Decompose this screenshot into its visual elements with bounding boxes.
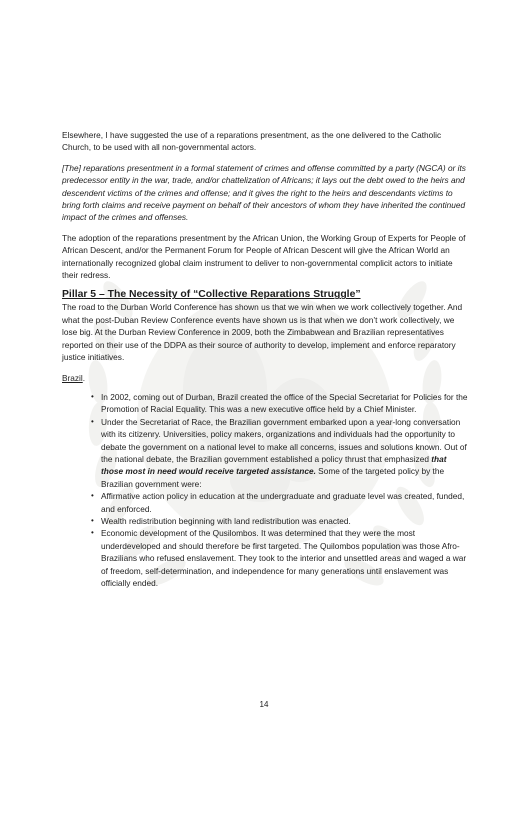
brazil-bullet-list: [62, 391, 468, 590]
adoption-paragraph: The adoption of the reparations presentment by the African Union, the Working Group of Experts for People of African Descent, and/or the Permanent Forum for People of African Descent will give the African World an internationally recognized global claim instrument to deliver to non-governmental complicit actors to initiate their redress.: [62, 232, 466, 281]
brazil-label: Brazil: [62, 372, 83, 383]
page-number: 14: [259, 700, 269, 709]
durban-paragraph: The road to the Durban World Conference has shown us that we win when we work collectively together. And what the post-Duban Review Conference events have shown us is that when we don’t work collectively, we lose big. At the Durban Review Conference in 2009, both the Zimbabwean and Brazilian representatives reported on their use of the DDPA as their source of authority to develop, implement and enforce reparatory justice initiatives.: [62, 302, 463, 363]
list-item: [101, 515, 468, 527]
document-page: [62, 129, 468, 589]
list-item: [101, 416, 468, 490]
bullet-text: Wealth redistribution beginning with land redistribution was enacted.: [101, 515, 351, 526]
brazil-label-line: [62, 372, 468, 384]
bullet-text: Affirmative action policy in education at the undergraduate and graduate level was created, funded, and enforced.: [101, 491, 465, 514]
bullet-text: Economic development of the Qusilombos. It was determined that they were the most underdeveloped and should therefore be first targeted. The Quilombos population was those Afro-Brazilians who refused enslavement. They took to the interior and unsettled areas and waged a war of freedom, self-determination, and independence for many generations until enslavement was officially ended.: [101, 528, 467, 588]
section-heading: Pillar 5 – The Necessity of “Collective Reparations Struggle”: [62, 289, 361, 301]
list-item: [101, 490, 468, 515]
bullet-text-end: Some of the targeted policy by the Brazilian government were:: [101, 466, 445, 489]
presentment-quote: [The] reparations presentment in a formal statement of crimes and offense committed by a party (NGCA) or its predecessor entity in the war, trade, and/or chattelization of Africans; it lays out the debt owed to the heirs and descendent victims of the crimes and offense; and it gives the right to the heirs and descendants victims to bring forth claims and receive payment on behalf of their ancestors of whom they have inherited the continued impact of the crimes and offenses.: [62, 162, 466, 223]
brazil-label-period: .: [82, 372, 86, 383]
bullet-emphasis: that those most in need would receive targeted assistance.: [101, 453, 447, 477]
list-item: [101, 527, 468, 589]
intro-paragraph: Elsewhere, I have suggested the use of a reparations presentment, as the one delivered to the Catholic Church, to be used with all non-governmental actors.: [62, 130, 442, 153]
list-item: [101, 391, 468, 416]
bullet-text: Under the Secretariat of Race, the Brazilian government embarked upon a year-long conversation with its citizenry. Universities, policy makers, organizations and individuals had the opportunity to debate the government on a national level to make all concerns, issues and solutions known. Out of the national debate, the Brazilian government established a policy thrust that emphasized: [101, 416, 467, 464]
bullet-text: In 2002, coming out of Durban, Brazil created the office of the Special Secretariat for Policies for the Promotion of Racial Equality. This was a new executive office held by a Chief Minister.: [101, 391, 468, 415]
